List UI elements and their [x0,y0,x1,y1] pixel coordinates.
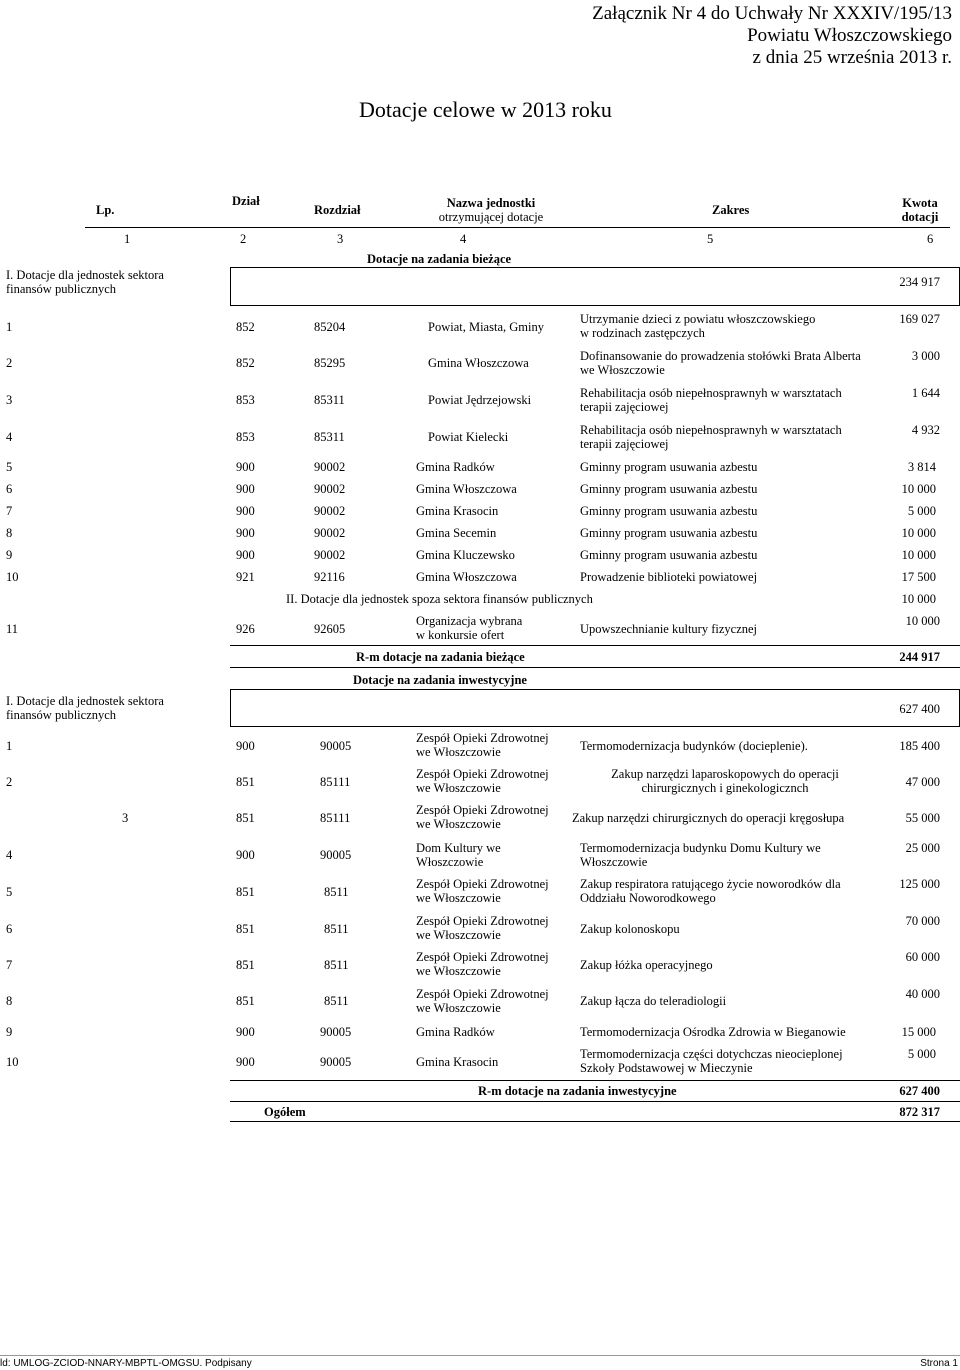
total-rule-bottom [230,1121,960,1122]
cell-name-1: Zespół Opieki Zdrowotnej [416,767,549,781]
cell-scope-1: Upowszechnianie kultury fizycznej [580,622,758,636]
cell-lp: 8 [6,994,13,1008]
cell-name: Powiat Kielecki [428,430,509,444]
cell-dzial: 921 [236,570,255,584]
cell-name-1: Zespół Opieki Zdrowotnej [416,731,549,745]
cell-lp: 8 [6,526,13,540]
page-title: Dotacje celowe w 2013 roku [359,97,612,122]
cell-rozdzial: 92116 [314,570,345,584]
cell-scope-1: Zakup kolonoskopu [580,922,680,936]
cell-scope [580,767,870,795]
cell-dzial: 900 [236,1055,255,1069]
col-kwota-line2: dotacji [901,210,939,224]
cell-amount: 1 644 [911,386,940,400]
cell-scope-2: w rodzinach zastępczych [580,326,705,340]
group-box-top [230,689,960,690]
cell-rozdzial: 90005 [320,1025,352,1039]
group-box-left [230,689,231,726]
cell-dzial: 852 [236,320,255,334]
cell-rozdzial: 8511 [324,994,349,1008]
cell-amount: 5 000 [907,504,936,518]
cell-name-1: Gmina Krasocin [416,1055,499,1069]
cell-name: Gmina Włoszczowa [416,482,517,496]
total-label-investment: R-m dotacje na zadania inwestycyjne [478,1084,677,1098]
cell-name: Gmina Włoszczowa [428,356,529,370]
cell-lp: 9 [6,1025,13,1039]
group-box-top [230,267,960,268]
group-amount-investment-sector: 627 400 [899,702,940,716]
col-num-6: 6 [927,232,934,246]
cell-lp: 9 [6,548,13,562]
cell-scope-1: Gminny program usuwania azbestu [580,548,758,562]
cell-scope-2: Oddziału Noworodkowego [580,891,716,905]
cell-name-2: w konkursie ofert [416,628,505,642]
footer-rule [0,1355,960,1356]
col-rozdzial: Rozdział [314,203,361,217]
cell-lp: 4 [6,430,13,444]
cell-dzial: 900 [236,460,255,474]
cell-dzial: 900 [236,526,255,540]
cell-name: Gmina Radków [416,460,495,474]
cell-rozdzial: 8511 [324,958,349,972]
cell-amount: 5 000 [907,1047,936,1061]
cell-amount: 17 500 [901,570,936,584]
cell-amount: 70 000 [905,914,940,928]
cell-name-1: Zespół Opieki Zdrowotnej [416,914,549,928]
cell-scope-1: Prowadzenie biblioteki powiatowej [580,570,758,584]
cell-rozdzial: 90005 [320,1055,352,1069]
col-num-5: 5 [707,232,714,246]
group-label-current-sector [6,268,164,296]
cell-amount: 185 400 [899,739,940,753]
cell-dzial: 851 [236,775,255,789]
cell-amount: 169 027 [899,312,940,326]
cell-rozdzial: 90002 [314,504,346,518]
cell-name-2: we Włoszczowie [416,817,501,831]
cell-name-2: we Włoszczowie [416,928,501,942]
footer-id: ld: UMLOG-ZCIOD-NNARY-MBPTL-OMGSU. Podpisany [0,1358,252,1369]
col-lp: Lp. [96,203,115,217]
cell-dzial: 851 [236,922,255,936]
cell-name: Gmina Krasocin [416,504,499,518]
cell-name: Gmina Włoszczowa [416,570,517,584]
cell-lp: 4 [6,848,13,862]
cell-scope-1: Zakup łącza do teleradiologii [580,994,727,1008]
cell-scope-2: Włoszczowie [580,855,648,869]
section-heading-investment: Dotacje na zadania inwestycyjne [353,673,527,687]
cell-amount: 125 000 [899,877,940,891]
total-amount-current: 244 917 [899,650,940,664]
cell-rozdzial: 85204 [314,320,346,334]
cell-lp: 6 [6,482,13,496]
col-nazwa-line2: otrzymującej dotacje [438,210,544,224]
cell-scope-1: Termomodernizacja Ośrodka Zdrowia w Bieganowie [580,1025,846,1039]
cell-amount: 40 000 [905,987,940,1001]
cell-name: Powiat Jędrzejowski [428,393,532,407]
cell-name-2: we Włoszczowie [416,1001,501,1015]
cell-scope-1: Rehabilitacja osób niepełnosprawnyh w warsztatach [580,386,842,400]
header-line-3: z dnia 25 września 2013 r. [752,47,952,68]
cell-amount: 25 000 [905,841,940,855]
cell-rozdzial: 85311 [314,430,345,444]
cell-dzial: 900 [236,482,255,496]
total-rule-top [230,1080,960,1081]
cell-rozdzial: 8511 [324,922,349,936]
grand-total-amount: 872 317 [899,1105,940,1119]
cell-name-1: Dom Kultury we [416,841,501,855]
cell-name-1: Zespół Opieki Zdrowotnej [416,803,549,817]
group-box-bottom [230,726,960,727]
col-nazwa-line1: Nazwa jednostki [446,196,536,210]
cell-rozdzial: 90002 [314,526,346,540]
cell-lp: 10 [6,570,19,584]
cell-lp: 7 [6,958,13,972]
cell-name-1: Organizacja wybrana [416,614,523,628]
group-label-line1: I. Dotacje dla jednostek sektora [6,694,164,708]
cell-scope-2: we Włoszczowie [580,363,665,377]
cell-lp: 3 [6,393,13,407]
section-heading-current: Dotacje na zadania bieżące [367,252,512,266]
group-label-line1: I. Dotacje dla jednostek sektora [6,268,164,282]
cell-lp: 2 [6,356,13,370]
cell-amount: 3 814 [907,460,936,474]
cell-dzial: 926 [236,622,255,636]
cell-amount: 15 000 [901,1025,936,1039]
cell-scope-1: Termomodernizacja budynku Domu Kultury we [580,841,821,855]
cell-rozdzial: 85111 [320,775,351,789]
cell-amount: 60 000 [905,950,940,964]
total-rule-mid [230,1101,960,1102]
cell-amount: 10 000 [905,614,940,628]
col-kwota [890,196,950,224]
group-box-bottom [230,305,960,306]
cell-lp: 7 [6,504,13,518]
total-amount-investment: 627 400 [899,1084,940,1098]
cell-lp: 5 [6,460,13,474]
cell-scope-1: Gminny program usuwania azbestu [580,504,758,518]
footer-page: Strona 1 [920,1358,958,1369]
cell-name-1: Zespół Opieki Zdrowotnej [416,987,549,1001]
cell-rozdzial: 90002 [314,460,346,474]
group-label-line2: finansów publicznych [6,282,117,296]
grand-total-label: Ogółem [264,1105,306,1119]
cell-amount: 47 000 [905,775,940,789]
cell-name: Gmina Secemin [416,526,497,540]
cell-dzial: 900 [236,1025,255,1039]
cell-name-2: we Włoszczowie [416,745,501,759]
col-dzial: Dział [232,194,260,208]
cell-name-2: we Włoszczowie [416,781,501,795]
cell-rozdzial: 90005 [320,739,352,753]
cell-dzial: 853 [236,393,255,407]
cell-scope-1: Zakup narzędzi chirurgicznych do operacji kręgosłupa [572,811,845,825]
cell-dzial: 852 [236,356,255,370]
group-label-non-sector: II. Dotacje dla jednostek spoza sektora finansów publicznych [286,592,593,606]
cell-scope-1: Termomodernizacja budynków (docieplenie). [580,739,808,753]
cell-name-1: Gmina Radków [416,1025,495,1039]
cell-scope-2: Szkoły Podstawowej w Mieczynie [580,1061,753,1075]
cell-rozdzial: 90002 [314,482,346,496]
cell-lp: 11 [6,622,19,636]
header-rule [85,227,950,228]
cell-amount: 4 932 [911,423,940,437]
total-label-current: R-m dotacje na zadania bieżące [356,650,525,664]
cell-name-2: we Włoszczowie [416,964,501,978]
cell-dzial: 900 [236,548,255,562]
document-header [592,3,952,69]
cell-scope-2: terapii zajęciowej [580,437,669,451]
cell-name: Powiat, Miasta, Gminy [428,320,544,334]
total-rule-top [230,645,960,646]
total-rule-bottom [230,667,960,668]
cell-scope-1: Termomodernizacja części dotychczas nieocieplonej [580,1047,843,1061]
cell-scope-2: terapii zajęciowej [580,400,669,414]
cell-dzial: 900 [236,504,255,518]
cell-scope-1: Gminny program usuwania azbestu [580,482,758,496]
cell-dzial: 851 [236,958,255,972]
cell-rozdzial: 85311 [314,393,345,407]
cell-amount: 55 000 [905,811,940,825]
cell-name-2: we Włoszczowie [416,891,501,905]
cell-name-1: Zespół Opieki Zdrowotnej [416,877,549,891]
cell-rozdzial: 90002 [314,548,346,562]
cell-amount: 10 000 [901,482,936,496]
cell-scope-1: Zakup respiratora ratującego życie noworodków dla [580,877,841,891]
cell-scope-1: Gminny program usuwania azbestu [580,526,758,540]
cell-lp: 1 [6,320,13,334]
cell-lp: 5 [6,885,13,899]
cell-scope-1: Utrzymanie dzieci z powiatu włoszczowskiego [580,312,816,326]
group-amount-current-sector: 234 917 [899,275,940,289]
cell-scope-2: chirurgicznych i ginekologicznch [641,781,809,795]
cell-scope-1: Dofinansowanie do prowadzenia stołówki Brata Alberta [580,349,861,363]
cell-scope-1: Zakup łóżka operacyjnego [580,958,713,972]
col-nazwa [405,196,577,224]
cell-dzial: 851 [236,994,255,1008]
cell-name-2: Włoszczowie [416,855,484,869]
cell-lp: 1 [6,739,13,753]
col-zakres: Zakres [712,203,750,217]
cell-dzial: 851 [236,811,255,825]
cell-amount: 3 000 [911,349,940,363]
cell-rozdzial: 92605 [314,622,346,636]
group-amount-non-sector: 10 000 [901,592,936,606]
cell-lp: 6 [6,922,13,936]
cell-rozdzial: 85295 [314,356,346,370]
col-kwota-line1: Kwota [902,196,938,210]
cell-dzial: 900 [236,848,255,862]
header-line-2: Powiatu Włoszczowskiego [747,25,952,46]
cell-lp: 10 [6,1055,19,1069]
cell-lp: 2 [6,775,13,789]
cell-dzial: 851 [236,885,255,899]
col-num-2: 2 [240,232,247,246]
cell-name-1: Zespół Opieki Zdrowotnej [416,950,549,964]
cell-name: Gmina Kluczewsko [416,548,515,562]
cell-amount: 10 000 [901,526,936,540]
cell-rozdzial: 90005 [320,848,352,862]
cell-lp: 3 [122,811,129,825]
group-box-left [230,267,231,305]
col-num-4: 4 [460,232,467,246]
cell-rozdzial: 8511 [324,885,349,899]
cell-dzial: 900 [236,739,255,753]
cell-scope-1: Gminny program usuwania azbestu [580,460,758,474]
cell-scope-1: Zakup narzędzi laparoskopowych do operacji [611,767,839,781]
col-num-3: 3 [337,232,344,246]
group-label-investment-sector [6,694,164,722]
cell-dzial: 853 [236,430,255,444]
cell-amount: 10 000 [901,548,936,562]
col-num-1: 1 [124,232,131,246]
header-line-1: Załącznik Nr 4 do Uchwały Nr XXXIV/195/13 [592,3,952,24]
group-label-line2: finansów publicznych [6,708,117,722]
cell-scope-1: Rehabilitacja osób niepełnosprawnyh w warsztatach [580,423,842,437]
cell-rozdzial: 85111 [320,811,351,825]
